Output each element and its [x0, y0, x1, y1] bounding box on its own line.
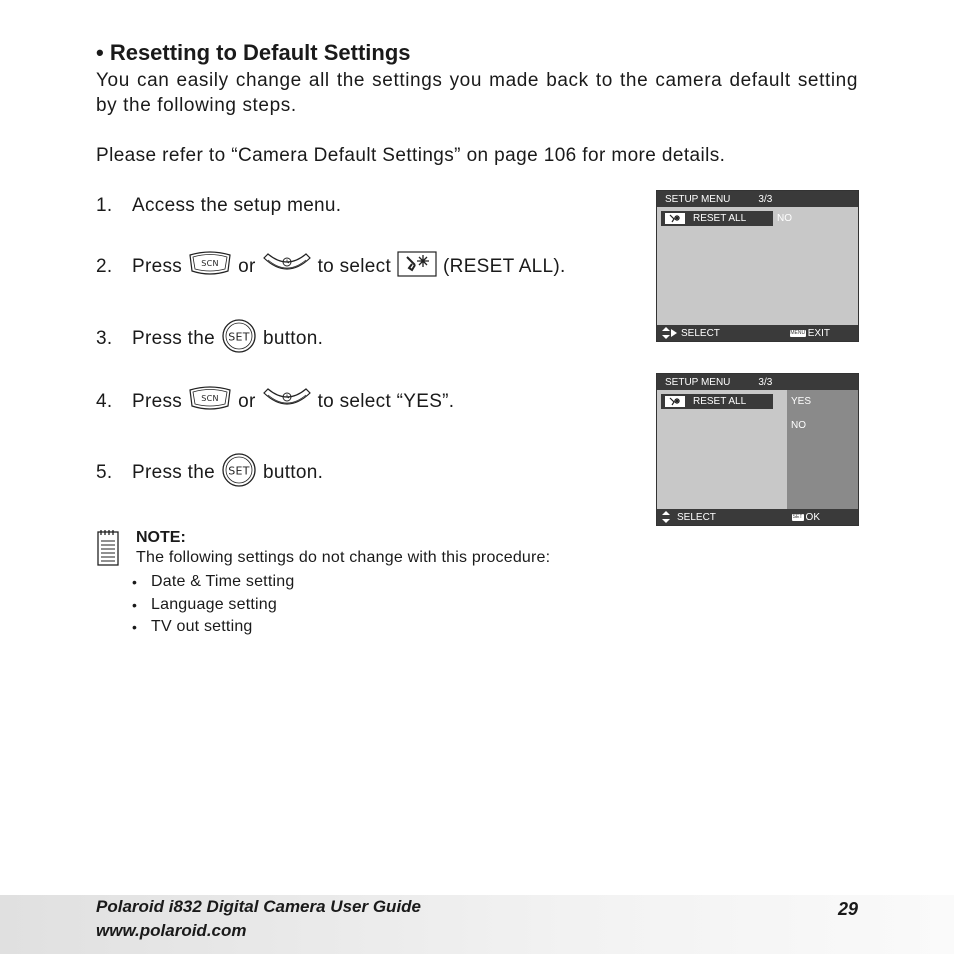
set-button-icon [221, 452, 257, 494]
lcd-selected-row [661, 394, 773, 409]
up-down-arrow-icon [661, 327, 671, 339]
step-text: to select “YES”. [317, 391, 455, 412]
reset-all-icon [665, 396, 685, 407]
lcd-page: 3/3 [758, 193, 773, 205]
intro-paragraph: You can easily change all the settings you made back to the camera default setting by the following steps. [96, 70, 858, 116]
self-timer-button-icon [262, 387, 312, 417]
lcd-title: SETUP MENU [665, 193, 731, 205]
footer-url: www.polaroid.com [96, 921, 247, 940]
lcd-options-panel [787, 390, 858, 525]
lcd-footer-exit: EXIT [807, 327, 830, 339]
right-arrow-icon [671, 329, 677, 337]
page-footer [0, 895, 954, 954]
note-title: NOTE: [136, 529, 186, 546]
self-timer-button-icon [262, 252, 312, 282]
note-bullet-list [132, 571, 294, 639]
set-badge-icon: SET [792, 513, 803, 520]
step-text: Press the [132, 328, 215, 349]
list-item: • Date & Time setting [132, 573, 295, 591]
step-number: 5. [96, 462, 113, 483]
notepad-icon [97, 530, 119, 566]
set-button-icon [221, 318, 257, 360]
step-5 [96, 452, 329, 494]
reset-all-icon [665, 213, 685, 224]
reset-all-icon [397, 251, 437, 283]
step-3 [96, 318, 329, 360]
lcd-body [657, 207, 858, 341]
lcd-option-yes: YES [791, 396, 812, 407]
step-text: Press [132, 256, 183, 277]
step-text: Press the [132, 462, 215, 483]
step-or: or [238, 256, 256, 277]
list-item: • TV out setting [132, 618, 253, 636]
step-number: 2. [96, 256, 113, 277]
footer-title: Polaroid i832 Digital Camera User Guide [96, 897, 422, 916]
step-number: 3. [96, 328, 113, 349]
step-or: or [238, 391, 256, 412]
note-text: The following settings do not change with this procedure: [136, 549, 551, 566]
section-heading: • Resetting to Default Settings [96, 40, 411, 65]
step-number: 4. [96, 391, 113, 412]
scn-label: SCN [201, 259, 219, 268]
step-text: Access the setup menu. [132, 195, 342, 216]
list-item: • Language setting [132, 595, 277, 613]
up-down-arrow-icon [661, 511, 671, 523]
lcd-footer [657, 509, 858, 525]
lcd-item-label: RESET ALL [693, 213, 747, 224]
lcd-title: SETUP MENU [665, 376, 731, 388]
lcd-selected-row [661, 211, 773, 226]
lcd-page: 3/3 [758, 376, 773, 388]
step-text: button. [262, 328, 324, 349]
lcd-footer [657, 325, 858, 341]
step-2 [96, 251, 572, 283]
lcd-title-bar [657, 374, 858, 390]
step-text: (RESET ALL). [443, 256, 566, 277]
step-1 [96, 195, 341, 217]
lcd-item-value: NO [777, 213, 792, 224]
step-text: Press [132, 391, 183, 412]
lcd-footer-select: SELECT [677, 511, 716, 523]
lcd-footer-ok: OK [805, 511, 820, 523]
lcd-item-label: RESET ALL [693, 396, 747, 407]
menu-badge-icon: MENU [790, 329, 806, 336]
step-number: 1. [96, 195, 113, 216]
page-number: 29 [837, 899, 858, 919]
reference-paragraph: Please refer to “Camera Default Settings” on page 106 for more details. [96, 145, 726, 166]
lcd-screen-reset-all [656, 190, 859, 342]
scn-button-icon [188, 386, 232, 418]
lcd-title-bar [657, 191, 858, 207]
set-label: SET [228, 464, 250, 478]
set-label: SET [228, 330, 250, 344]
step-to-select: to select [317, 256, 392, 277]
lcd-screen-reset-options [656, 373, 859, 526]
scn-label: SCN [201, 394, 219, 403]
lcd-footer-select: SELECT [681, 327, 720, 339]
lcd-option-no: NO [791, 420, 806, 431]
scn-button-icon [188, 251, 232, 283]
step-text: button. [262, 462, 324, 483]
step-4 [96, 386, 460, 418]
lcd-body [657, 390, 858, 525]
